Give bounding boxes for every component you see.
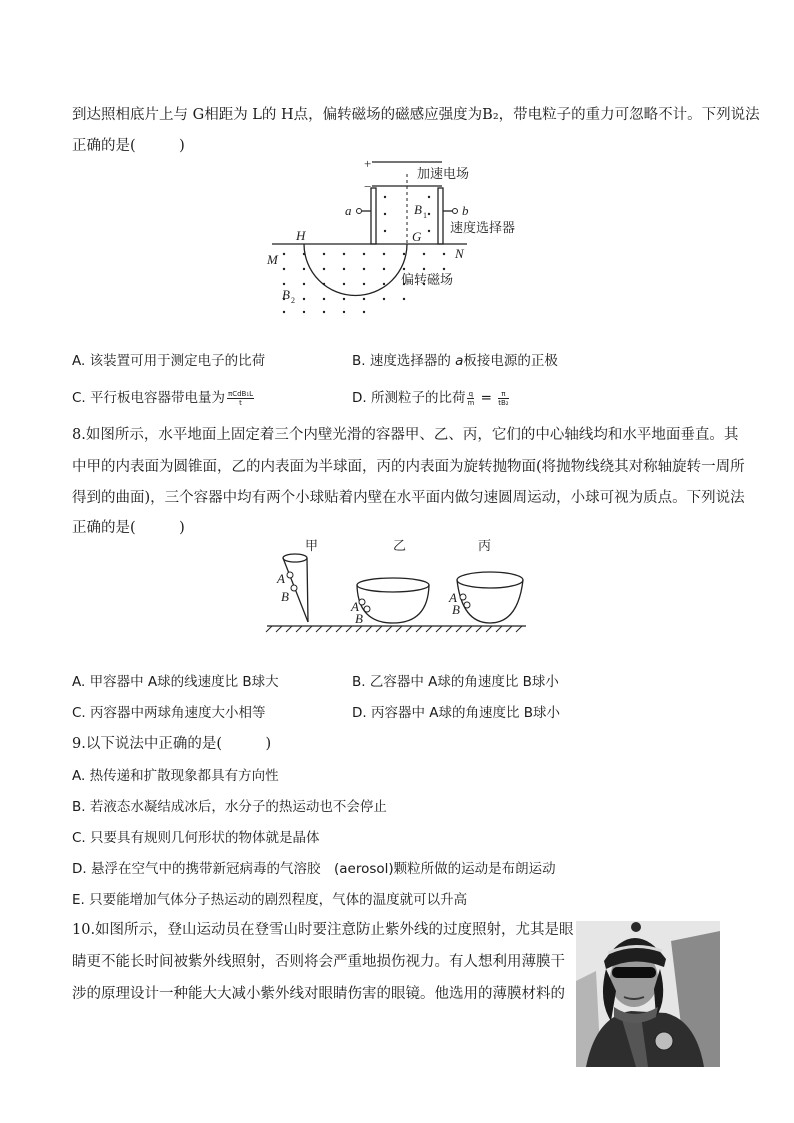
label-deflection-field: 偏转磁场: [401, 272, 454, 287]
q8-option-a: A. 甲容器中 A球的线速度比 B球大: [72, 674, 279, 690]
label-yi-A: A: [351, 599, 359, 614]
label-yi-B: B: [355, 611, 363, 626]
q8-stem-line3: 得到的曲面)，三个容器中均有两个小球贴着内壁在水平面内做匀速圆周运动，小球可视为质点。下列说法: [72, 490, 745, 506]
q7-stem-line1: 到达照相底片上与 G相距为 L的 H点，偏转磁场的磁感应强度为B₂，带电粒子的重力可忽略不计。下列说法: [72, 107, 760, 123]
label-jia-A: A: [277, 571, 285, 586]
plus-sign: +: [364, 156, 372, 171]
q10-stem-line3: 涉的原理设计一种能大大减小紫外线对眼睛伤害的眼镜。他选用的薄膜材料的: [72, 986, 565, 1002]
label-a: a: [345, 203, 352, 218]
label-G: G: [412, 229, 422, 244]
q10-stem-line1: 10.如图所示，登山运动员在登雪山时要注意防止紫外线的过度照射，尤其是眼: [72, 922, 574, 938]
label-yi: 乙: [393, 538, 407, 553]
q7-stem-line2: 正确的是( ): [72, 138, 185, 154]
q7-option-c-prefix: C. 平行板电容器带电量为: [72, 390, 226, 406]
q7-option-d-prefix: D. 所测粒子的比荷: [352, 390, 466, 406]
q7-option-a: A. 该装置可用于测定电子的比荷: [72, 353, 266, 369]
mass-spectrometer-figure: [262, 152, 532, 322]
q7-option-b: [352, 349, 558, 369]
label-accel-field: 加速电场: [417, 166, 470, 181]
label-jia-B: B: [281, 589, 289, 604]
q7-option-d-qm: $\frac{q}{m}$: [467, 389, 475, 407]
label-jia: 甲: [305, 538, 319, 553]
climber-photo: [576, 921, 720, 1067]
q7-option-b-prefix: B. 速度选择器的: [352, 353, 456, 369]
q7-option-c: [72, 386, 256, 407]
label-B2: B: [282, 287, 290, 302]
q7-option-d: D. 所测粒子的比荷 $\frac{q}{m}$ = $\frac{\pi}{\text{tB₂}}$: [352, 389, 509, 407]
q9-option-d: D. 悬浮在空气中的携带新冠病毒的气溶胶 (aerosol)颗粒所做的运动是布朗运动: [72, 861, 556, 877]
containers-figure: [262, 535, 534, 635]
label-N: N: [455, 246, 464, 261]
label-H: H: [296, 228, 306, 243]
q9-option-b: B. 若液态水凝结成冰后，水分子的热运动也不会停止: [72, 799, 387, 815]
q9-option-e: E. 只要能增加气体分子热运动的剧烈程度，气体的温度就可以升高: [72, 892, 468, 908]
label-B1-sub: 1: [423, 211, 427, 220]
q8-stem-line4: 正确的是( ): [72, 520, 185, 536]
q8-option-d: D. 丙容器中 A球的角速度比 B球小: [352, 705, 561, 721]
q7-option-b-suffix: 板接电源的正极: [463, 353, 558, 369]
label-B1: B: [414, 202, 422, 217]
minus-sign: −: [364, 179, 372, 194]
q8-stem-line1: 8.如图所示，水平地面上固定着三个内壁光滑的容器甲、乙、丙，它们的中心轴线均和水平地面垂直。其: [72, 427, 739, 443]
label-bing-A: A: [449, 590, 457, 605]
q7-option-c-fraction: $\frac{\text{πCdB₁L}}{t}$: [228, 389, 254, 407]
q10-stem-line2: 睛更不能长时间被紫外线照射，否则将会严重地损伤视力。有人想利用薄膜干: [72, 954, 565, 970]
q8-stem-line2: 中甲的内表面为圆锥面，乙的内表面为半球面，丙的内表面为旋转抛物面(将抛物线绕其对称轴旋转一周所: [72, 459, 745, 475]
q7-option-b-italic: a: [455, 353, 464, 369]
q7-option-d-fraction: $\frac{\pi}{\text{tB₂}}$: [498, 389, 509, 407]
q9-stem: 9.以下说法中正确的是( ): [72, 736, 272, 752]
label-bing-B: B: [452, 602, 460, 617]
q8-option-b: B. 乙容器中 A球的角速度比 B球小: [352, 674, 559, 690]
label-bing: 丙: [478, 538, 492, 553]
label-b: b: [462, 203, 469, 218]
label-B2-sub: 2: [291, 296, 295, 305]
label-velocity-selector: 速度选择器: [450, 220, 516, 235]
q8-option-c: C. 丙容器中两球角速度大小相等: [72, 705, 266, 721]
label-M: M: [267, 252, 278, 267]
q9-option-c: C. 只要具有规则几何形状的物体就是晶体: [72, 830, 320, 846]
q9-option-a: A. 热传递和扩散现象都具有方向性: [72, 768, 279, 784]
